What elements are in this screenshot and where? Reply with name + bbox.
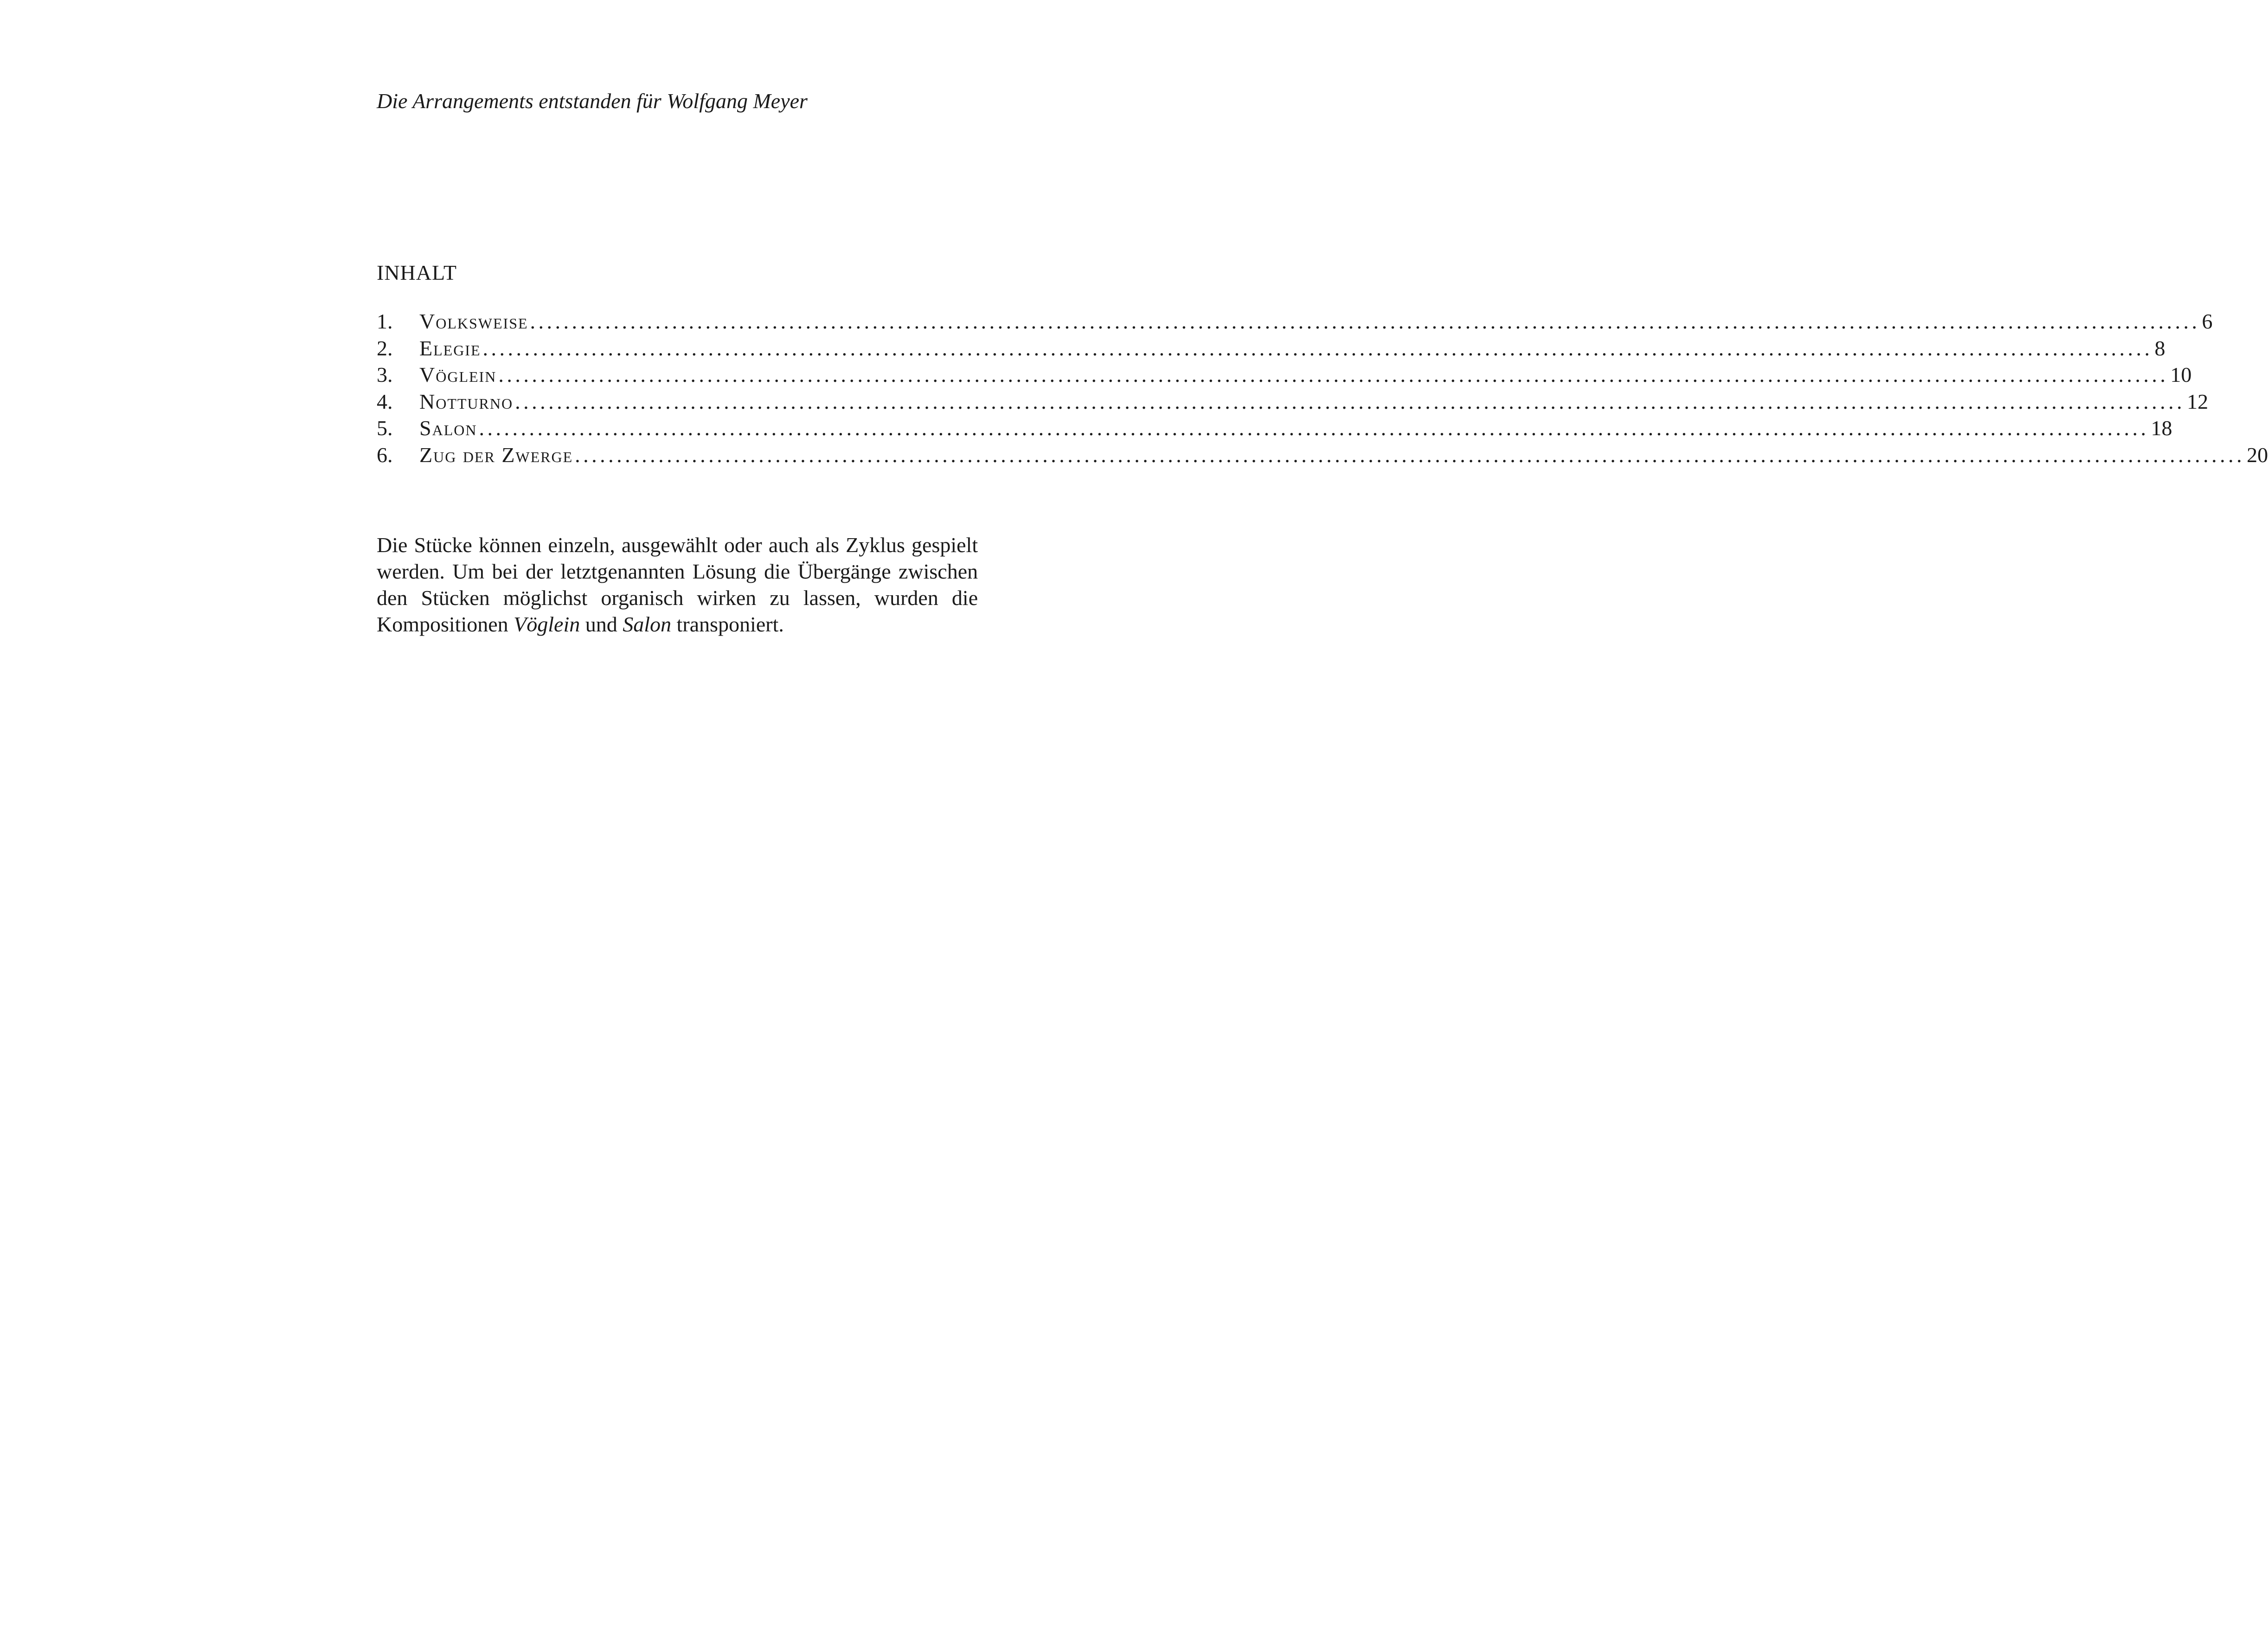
toc-entry-number: 1. xyxy=(377,309,393,333)
toc-leader-dots: ........................................................................................................................................................................................................ xyxy=(498,363,2169,386)
note-text: transponiert. xyxy=(671,612,784,636)
toc-leader-dots: ........................................................................................................................................................................................................ xyxy=(479,416,2149,440)
toc-entry-title: Notturno xyxy=(419,389,514,413)
toc-entry xyxy=(377,361,2192,388)
table-of-contents xyxy=(377,308,2268,468)
note-title-voeglein: Vöglein xyxy=(514,612,580,636)
note-text: und xyxy=(580,612,623,636)
toc-entry-page: 18 xyxy=(2151,416,2172,440)
toc-entry-title: Salon xyxy=(419,416,477,440)
note-title-salon: Salon xyxy=(623,612,672,636)
note-text: Die Stücke können einzeln, ausgewählt oder auch als Zyklus gespielt werden. Um bei der letztgenannten Lösung die Übergänge zwischen den Stücken möglichst organisch wirken zu lassen, wurden die Kompositionen xyxy=(377,533,978,636)
toc-leader-dots: ........................................................................................................................................................................................................ xyxy=(482,336,2153,360)
toc-entry-title: Elegie xyxy=(419,336,481,360)
dedication-line: Die Arrangements entstanden für Wolfgang Meyer xyxy=(377,89,808,113)
toc-heading: INHALT xyxy=(377,261,457,284)
toc-leader-dots: ........................................................................................................................................................................................................ xyxy=(575,443,2245,467)
toc-entry xyxy=(377,442,2268,469)
toc-entry xyxy=(377,308,2213,335)
toc-leader-dots: ........................................................................................................................................................................................................ xyxy=(515,389,2185,413)
toc-entry-page: 20 xyxy=(2247,443,2268,467)
toc-entry-number: 5. xyxy=(377,416,393,440)
toc-entry-title: Zug der Zwerge xyxy=(419,443,573,467)
toc-entry-number: 3. xyxy=(377,363,393,386)
toc-entry-page: 10 xyxy=(2170,363,2192,386)
toc-entry-title: Vöglein xyxy=(419,363,497,386)
toc-leader-dots: ........................................................................................................................................................................................................ xyxy=(530,309,2200,333)
toc-entry-page: 6 xyxy=(2202,309,2213,333)
toc-entry xyxy=(377,388,2209,415)
toc-entry xyxy=(377,415,2172,442)
toc-entry-title: Volksweise xyxy=(419,309,528,333)
toc-entry-number: 4. xyxy=(377,389,393,413)
performance-note xyxy=(377,532,978,637)
toc-entry-number: 2. xyxy=(377,336,393,360)
toc-entry-page: 8 xyxy=(2154,336,2165,360)
toc-entry-page: 12 xyxy=(2187,389,2209,413)
toc-entry xyxy=(377,335,2165,362)
toc-entry-number: 6. xyxy=(377,443,393,467)
